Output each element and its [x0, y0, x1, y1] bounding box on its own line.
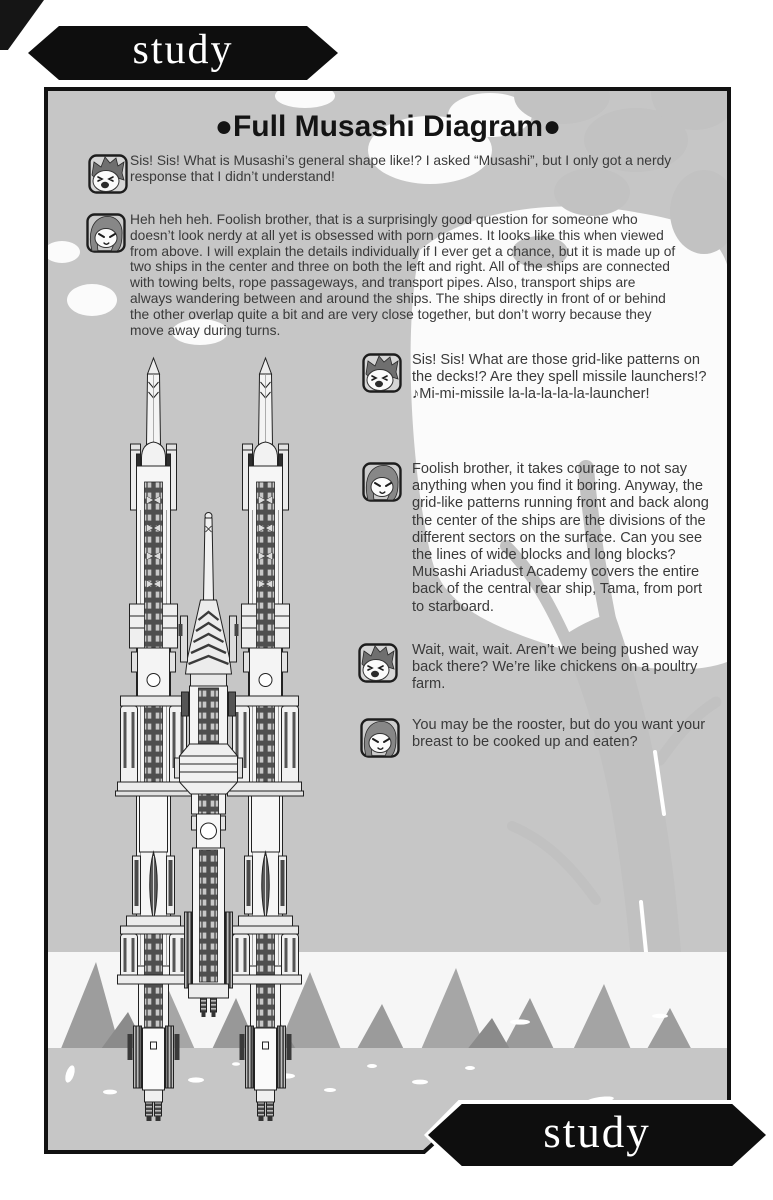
sister-chibi-face-icon — [362, 462, 402, 502]
dialogue-text: Heh heh heh. Foolish brother, that is a surprisingly good question for someone who doesn’t look nerdy at all yet is obsessed with porn games. It looks like this when viewed from above. I will explain the details individually if I ever get a chance, but it is made up of two ships in the center and three on both the left and right. All of the ships are connected with towing belts, rope passageways, and transport pipes. Also, transport ships are always wandering between and around the ships. The ships directly in front of or behind the other overlap quite a bit and are very close together, but don’t worry because they move away during turns. — [130, 212, 676, 338]
brother-chibi-face-icon — [362, 353, 402, 393]
dialogue-text: You may be the rooster, but do you want your breast to be cooked up and eaten? — [412, 717, 706, 751]
brother-chibi-face-icon — [88, 154, 128, 194]
banner-label: study — [132, 27, 234, 73]
ship-right — [228, 358, 304, 1121]
ship-left — [116, 358, 192, 1121]
sister-chibi-face-icon — [360, 718, 400, 758]
dialogue-text: Wait, wait, wait. Aren’t we being pushed way back there? We’re like chickens on a poultry farm. — [412, 642, 699, 693]
musashi-fleet-diagram — [90, 352, 335, 1127]
bottom-banner — [424, 1100, 770, 1170]
dialogue-text: Sis! Sis! What are those grid-like patterns on the decks!? Are they spell missile launchers!? ♪Mi-mi-missile la-la-la-la-la-launcher! — [412, 352, 707, 403]
top-banner — [24, 22, 342, 84]
brother-chibi-face-icon — [358, 643, 398, 683]
dialogue-text: Foolish brother, it takes courage to not say anything when you find it boring. Anyway, the grid-like patterns running front and back along the center of the ships are the divisions of the different sectors on the surface. Can you see the lines of wide blocks and long blocks? Musashi Ariadust Academy covers the entire back of the central rear ship, Tama, from port to starboard. — [412, 461, 709, 615]
sister-chibi-face-icon — [86, 213, 126, 253]
banner-label: study — [543, 1107, 651, 1157]
ship-center — [175, 513, 243, 1018]
page-title: ●Full Musashi Diagram● — [214, 110, 562, 143]
dialogue-text: Sis! Sis! What is Musashi’s general shape like!? I asked “Musashi”, but I only got a nerdy response that I didn’t understand! — [130, 153, 672, 184]
